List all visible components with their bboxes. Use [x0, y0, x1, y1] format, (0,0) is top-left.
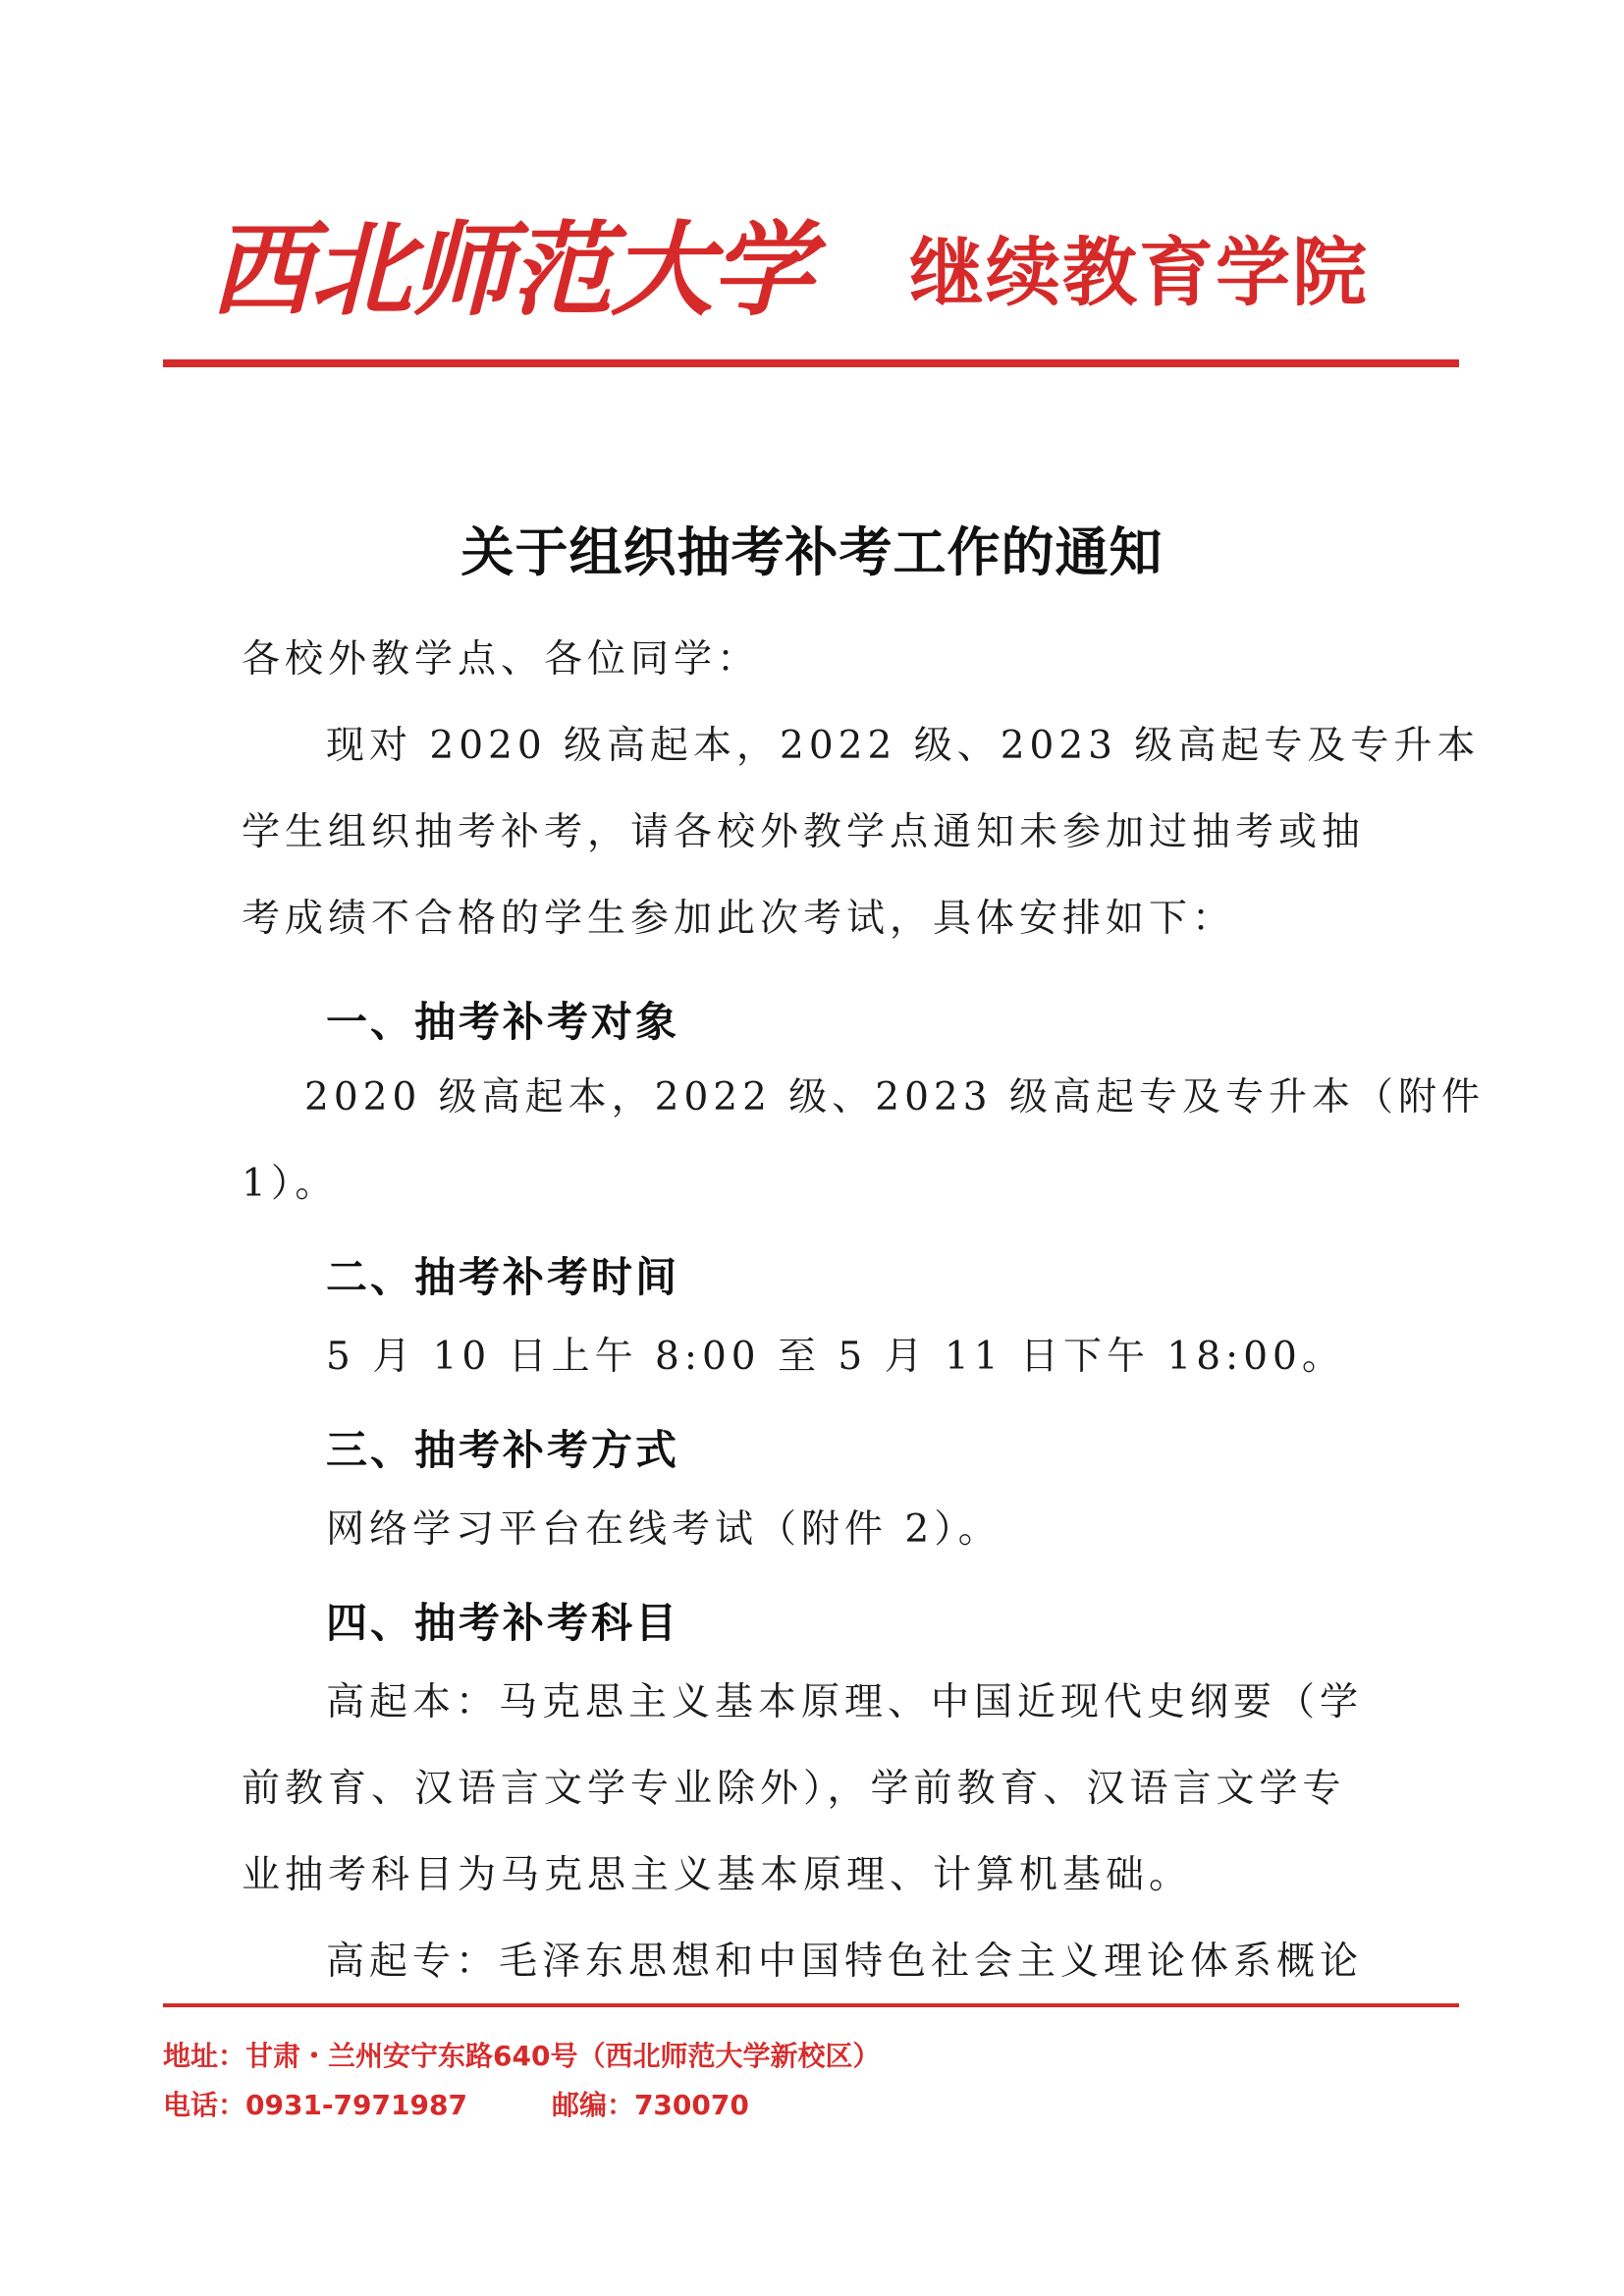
letterhead-divider [163, 359, 1459, 367]
section-4-line-3: 业抽考科目为马克思主义基本原理、计算机基础。 [242, 1853, 1193, 1897]
section-1-line-2: 1）。 [242, 1162, 339, 1206]
intro-line-3: 考成绩不合格的学生参加此次考试，具体安排如下： [242, 897, 1236, 941]
section-heading-3: 三、抽考补考方式 [326, 1426, 680, 1474]
footer-phone: 电话：0931-7971987 [163, 2089, 467, 2121]
footer-divider [163, 2003, 1459, 2007]
letterhead [163, 196, 1459, 344]
section-4-line-1: 高起本：马克思主义基本原理、中国近现代史纲要（学 [326, 1680, 1364, 1724]
section-2-line-1: 5 月 10 日上午 8:00 至 5 月 11 日下午 18:00。 [326, 1335, 1345, 1379]
page-title: 关于组织抽考补考工作的通知 [460, 520, 1164, 583]
intro-line-1: 现对 2020 级高起本，2022 级、2023 级高起专及专升本 [326, 724, 1481, 768]
college-name: 继续教育学院 [909, 229, 1369, 316]
section-4-line-2: 前教育、汉语言文学专业除外），学前教育、汉语言文学专 [242, 1767, 1346, 1811]
section-heading-1: 一、抽考补考对象 [326, 998, 680, 1046]
section-3-line-1: 网络学习平台在线考试（附件 2）。 [326, 1507, 1001, 1552]
section-heading-2: 二、抽考补考时间 [326, 1253, 680, 1301]
footer-postcode: 邮编：730070 [551, 2089, 749, 2121]
salutation: 各校外教学点、各位同学： [242, 637, 761, 682]
section-1-line-1: 2020 级高起本，2022 级、2023 级高起专及专升本（附件 [304, 1075, 1485, 1120]
university-calligraphy-logo: 西北师范大学 [210, 209, 812, 330]
footer-address: 地址：甘肃・兰州安宁东路640号（西北师范大学新校区） [163, 2040, 881, 2072]
intro-line-2: 学生组织抽考补考，请各校外教学点通知未参加过抽考或抽 [242, 810, 1366, 854]
footer-contact [163, 2084, 749, 2123]
section-4-line-4: 高起专：毛泽东思想和中国特色社会主义理论体系概论 [326, 1940, 1364, 1984]
section-heading-4: 四、抽考补考科目 [326, 1599, 680, 1647]
